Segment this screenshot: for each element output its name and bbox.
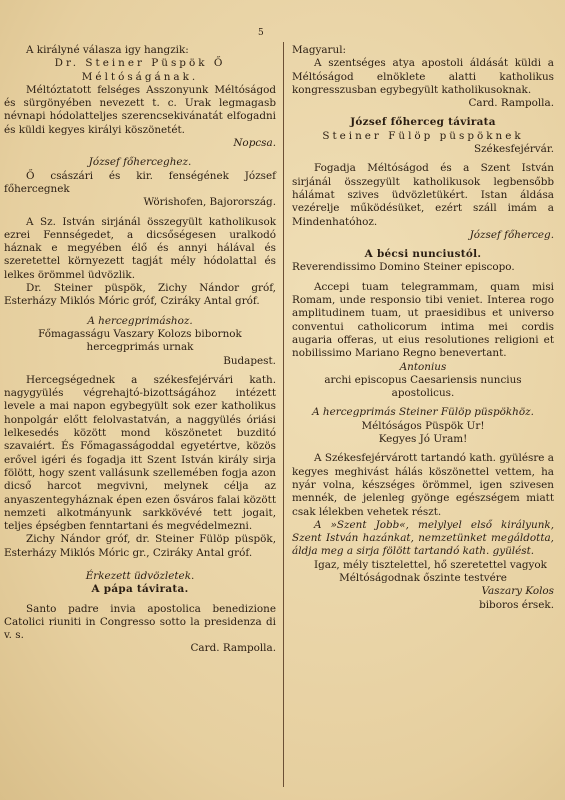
paragraph: archi episcopus Caesariensis nuncius apostolicus. <box>324 373 522 400</box>
paragraph: Méltóztatott felséges Asszonyunk Méltóságod és sürgönyében nevezett t. c. Urak legmagasb névnapi hódolatteljes szerencsekivánatát elfogadni és küldi kegyes királyi köszönetét. <box>4 83 276 136</box>
paragraph: Antonius <box>399 360 447 373</box>
left-column <box>4 44 276 656</box>
section-heading: A bécsi nunciustól. <box>364 248 482 261</box>
paragraph: Kegyes Jó Uram! <box>378 433 468 446</box>
paragraph: A szentséges atya apostoli áldását küldi a Méltóságod elnöklete alatti katholikus kongresszusban egybegyült katholikusoknak. <box>292 57 554 96</box>
paragraph: Méltóságos Püspök Ur! <box>361 419 485 432</box>
paragraph: Ő császári és kir. fenségének József főhercegnek <box>4 169 276 195</box>
paragraph: Hercegségednek a székesfejérvári kath. nagygyülés végrehajtó-bizottságához intézett levele a mai napon egybegyült sok ezer katholikus honpolgár előtt felolvastatván, a naggyülés óriási lelkesedés között mond köszönetet buzditó szavaiért. És Főmagasságoddal egyetértve, közös erővel igéri és fogadja itt Szent István király sirja fölött, hogy szent vallásunk szellemében fogja azon dicső harcot megvivni, melynek célja az anyaszentegyháznak épen ezen ősváros falai között nemzeti alkotmányunk sarkkövévé tett jogait, teljes épségben fenntartani és megvédelmezni. <box>4 373 276 533</box>
paragraph: A hercegprimás Steiner Fülöp püspökhöz. <box>312 406 534 419</box>
section-heading: A pápa távirata. <box>91 583 189 596</box>
paragraph: Steiner Fülöp püspöknek <box>322 129 524 142</box>
paragraph: Vaszary Kolos <box>481 585 554 598</box>
paragraph: Reverendissimo Domino Steiner episcopo. <box>292 261 515 274</box>
paragraph: József főherceg. <box>469 228 554 241</box>
paragraph: Wörishofen, Bajorország. <box>143 196 276 209</box>
paragraph: Card. Rampolla. <box>468 97 554 110</box>
page-number: 5 <box>258 28 264 38</box>
paragraph: A Sz. István sirjánál összegyült katholikusok ezrei Fennségedet, a dicsőségesen uralkodó háznak e megyében élő és annyi hálával és szeretettel környezett tagját mély hódolattal és lelkes örömmel üdvözlik. <box>4 215 276 281</box>
paragraph: biboros érsek. <box>479 598 554 611</box>
paragraph: A királyné válasza igy hangzik: <box>26 44 189 56</box>
paragraph: Méltóságodnak őszinte testvére <box>339 571 507 584</box>
paragraph: Dr. Steiner püspök, Zichy Nándor gróf, Esterházy Miklós Móric gróf, Cziráky Antal gróf. <box>4 282 276 308</box>
paragraph: Fogadja Méltóságod és a Szent István sirjánál összegyült katholikusok legbensőbb hálámat szives üdvözletükért. Istan áldása vezérelje működésüket, ezért száll imám a Mindenhatóhoz. <box>292 162 554 228</box>
column-divider <box>283 42 284 787</box>
paragraph: Magyarul: <box>292 44 347 56</box>
paragraph: Budapest. <box>223 354 276 367</box>
paragraph: Santo padre invia apostolica benedizione Catolici riuniti in Congresso sotto la presidenza di v. s. <box>4 602 276 642</box>
paragraph: Card. Rampolla. <box>190 642 276 655</box>
paragraph: A Székesfejérvárott tartandó kath. gyülésre a kegyes meghivást hálás köszönettel vettem, ha nyár volna, készséges örömmel, igen szivesen mennék, de jelenleg gyönge egészségem miatt csak lélekben vehetek részt. <box>292 452 554 518</box>
section-heading: József főherceg távirata <box>350 116 496 129</box>
paragraph: Igaz, mély tisztelettel, hő szeretettel vagyok <box>314 558 547 571</box>
right-column <box>292 44 554 612</box>
paragraph: József főherceghez. <box>88 156 192 169</box>
paragraph: A hercegprimáshoz. <box>87 314 193 327</box>
paragraph: Nopcsa. <box>233 137 276 150</box>
paragraph: Székesfejérvár. <box>473 143 554 156</box>
paragraph: A »Szent Jobb«, melylyel első királyunk, Szent István hazánkat, nemzetünket megáldotta, áldja meg a sirja fölött tartandó kath. gyülést. <box>292 518 554 558</box>
paragraph-gap <box>4 560 276 570</box>
paragraph: Érkezett üdvözletek. <box>85 569 195 582</box>
paragraph: Accepi tuam telegrammam, quam misi Romam, unde responsio tibi veniet. Interea rogo amplitudinem tuam, ut praesidibus et universo conventui catholicorum intima mei cordis augaria offeras, ut eius resolutiones religioni et nobilissimo Mariano Regno benevertant. <box>292 280 554 360</box>
paragraph: Főmagasságu Vaszary Kolozs bibornok hercegprimás urnak <box>38 327 242 354</box>
paragraph: Dr. Steiner Püspök Ő Méltóságának. <box>54 57 226 83</box>
paragraph: Zichy Nándor gróf, dr. Steiner Fülöp püspök, Esterházy Miklós Móric gr., Cziráky Antal gróf. <box>4 533 276 559</box>
